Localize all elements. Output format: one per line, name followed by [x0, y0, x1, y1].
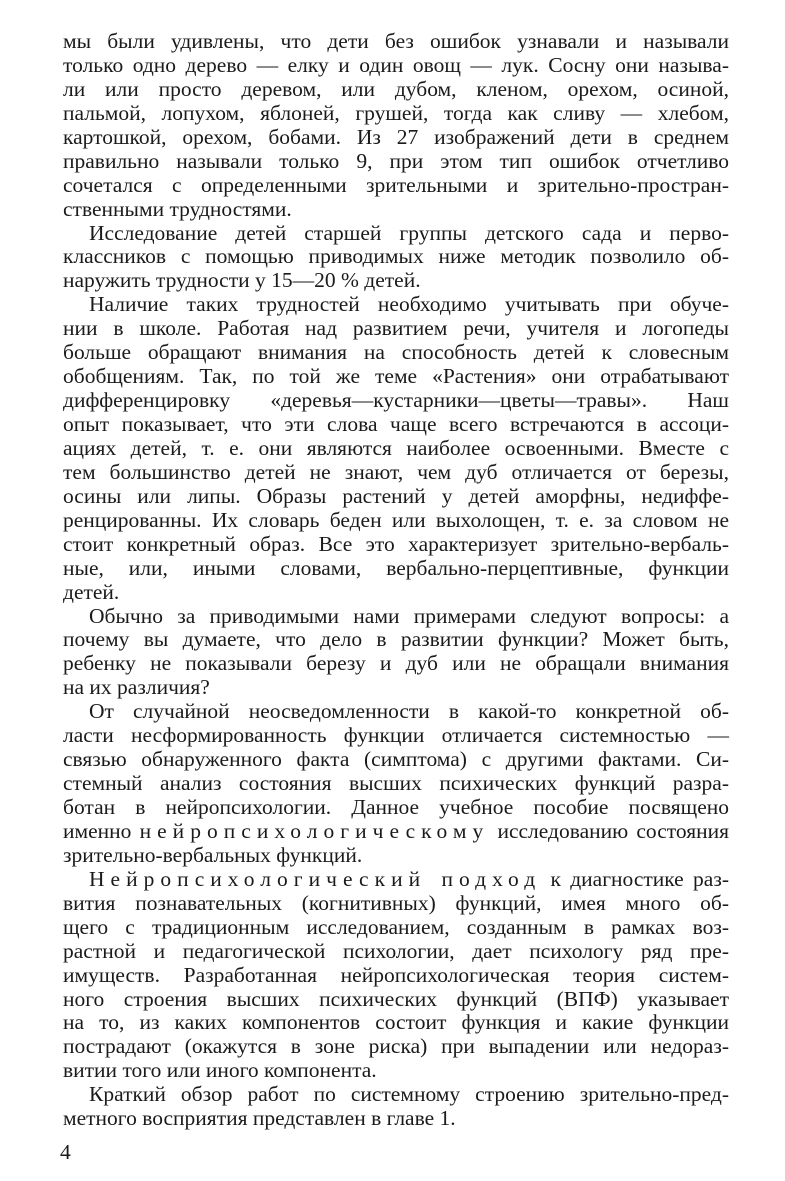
text-line: связью обнаруженного факта (симптома) с другими фактами. Си-: [63, 747, 729, 772]
text-line: больше обращают внимания на способность детей к словесным: [63, 340, 729, 365]
text-line: Наличие таких трудностей необходимо учитывать при обуче-: [89, 292, 729, 317]
text-line: растной и педагогической психологии, дает психологу ряд пре-: [63, 938, 729, 963]
text-line: картошкой, орехом, бобами. Из 27 изображений дети в среднем: [63, 124, 729, 149]
text-line: дифференцировку «деревья—кустарники—цветы—травы». Наш: [63, 388, 729, 413]
text-segment: исследованию состояния: [489, 818, 729, 843]
text-line: метного восприятия представлен в главе 1.: [63, 1106, 456, 1131]
text-line: почему вы думаете, что дело в развитии функции? Может быть,: [63, 627, 729, 652]
text-line: Исследование детей старшей группы детского сада и перво-: [89, 220, 729, 245]
text-line: ботан в нейропсихологии. Данное учебное пособие посвящено: [63, 795, 729, 819]
page-body: [63, 30, 729, 1131]
text-line: имуществ. Разработанная нейропсихологическая теория систем-: [63, 962, 729, 987]
text-line: нии в школе. Работая над развитием речи, учителя и логопеды: [63, 316, 729, 341]
text-segment: к диагностике раз-: [541, 866, 729, 891]
paragraph-1: [63, 30, 729, 222]
text-line: детей.: [63, 579, 120, 604]
text-line: ли или просто деревом, или дубом, кленом, орехом, осиной,: [63, 76, 729, 101]
text-line: Краткий обзор работ по системному строению зрительно-пред-: [89, 1082, 729, 1107]
text-line: ственными трудностями.: [63, 196, 292, 221]
spaced-emphasis: Нейропсихологический подход: [89, 866, 542, 891]
text-line: ребенку не показывали березу и дуб или не обращали внимания: [63, 651, 729, 676]
page-number: 4: [60, 1140, 71, 1164]
text-line: обобщениям. Так, по той же теме «Растения» они отрабатывают: [63, 364, 729, 389]
text-line: Обычно за приводимыми нами примерами следуют вопросы: а: [89, 603, 729, 628]
text-line: ного строения высших психических функций (ВПФ) указывает: [63, 986, 729, 1011]
text-line: ренцированны. Их словарь беден или выхолощен, т. е. за словом не: [63, 507, 729, 532]
text-line: щего с традиционным исследованием, созданным в рамках воз-: [63, 914, 729, 939]
text-line: на то, из каких компонентов состоит функция и какие функции: [63, 1010, 729, 1035]
text-line: правильно называли только 9, при этом тип ошибок отчетливо: [63, 148, 729, 173]
text-line: на их различия?: [63, 675, 210, 700]
paragraph-6: [63, 868, 729, 1083]
text-line: зрительно-вербальных функций.: [63, 842, 363, 867]
paragraph-2: [63, 222, 729, 294]
text-line: стоит конкретный образ. Все это характеризует зрительно-вербаль-: [63, 531, 729, 556]
text-line: опыт показывает, что эти слова чаще всего встречаются в ассоци-: [63, 412, 729, 436]
text-line: мы были удивлены, что дети без ошибок узнавали и называли: [63, 29, 729, 53]
text-line: [63, 820, 729, 844]
text-line: только одно дерево — елку и один овощ — лук. Сосну они называ-: [63, 52, 729, 77]
spaced-emphasis: нейропсихологическому: [139, 818, 490, 843]
text-line: пальмой, лопухом, яблоней, грушей, тогда как сливу — хлебом,: [63, 100, 729, 125]
paragraph-4: [63, 605, 729, 701]
text-line: витии того или иного компонента.: [63, 1058, 377, 1083]
text-line: сочетался с определенными зрительными и зрительно-простран-: [63, 172, 729, 197]
text-line: тем большинство детей не знают, чем дуб отличается от березы,: [63, 459, 729, 484]
text-line: [63, 868, 729, 892]
paragraph-3: [63, 293, 729, 604]
text-line: наружить трудности у 15—20 % детей.: [63, 268, 421, 293]
text-line: ласти несформированность функции отличается системностью —: [63, 723, 729, 748]
text-line: От случайной неосведомленности в какой-то конкретной об-: [89, 699, 729, 724]
text-line: ные, или, иными словами, вербально-перцептивные, функции: [63, 555, 729, 580]
text-line: классников с помощью приводимых ниже методик позволило об-: [63, 244, 729, 269]
text-line: вития познавательных (когнитивных) функций, имея много об-: [63, 890, 729, 915]
paragraph-5: [63, 700, 729, 868]
text-line: ациях детей, т. е. они являются наиболее освоенными. Вместе с: [63, 435, 729, 460]
text-line: стемный анализ состояния высших психических функций разра-: [63, 771, 729, 796]
text-segment: именно: [63, 818, 140, 843]
text-line: осины или липы. Образы растений у детей аморфны, недиффе-: [63, 483, 729, 508]
paragraph-7: [63, 1083, 729, 1131]
text-line: пострадают (окажутся в зоне риска) при выпадении или недораз-: [63, 1034, 729, 1059]
